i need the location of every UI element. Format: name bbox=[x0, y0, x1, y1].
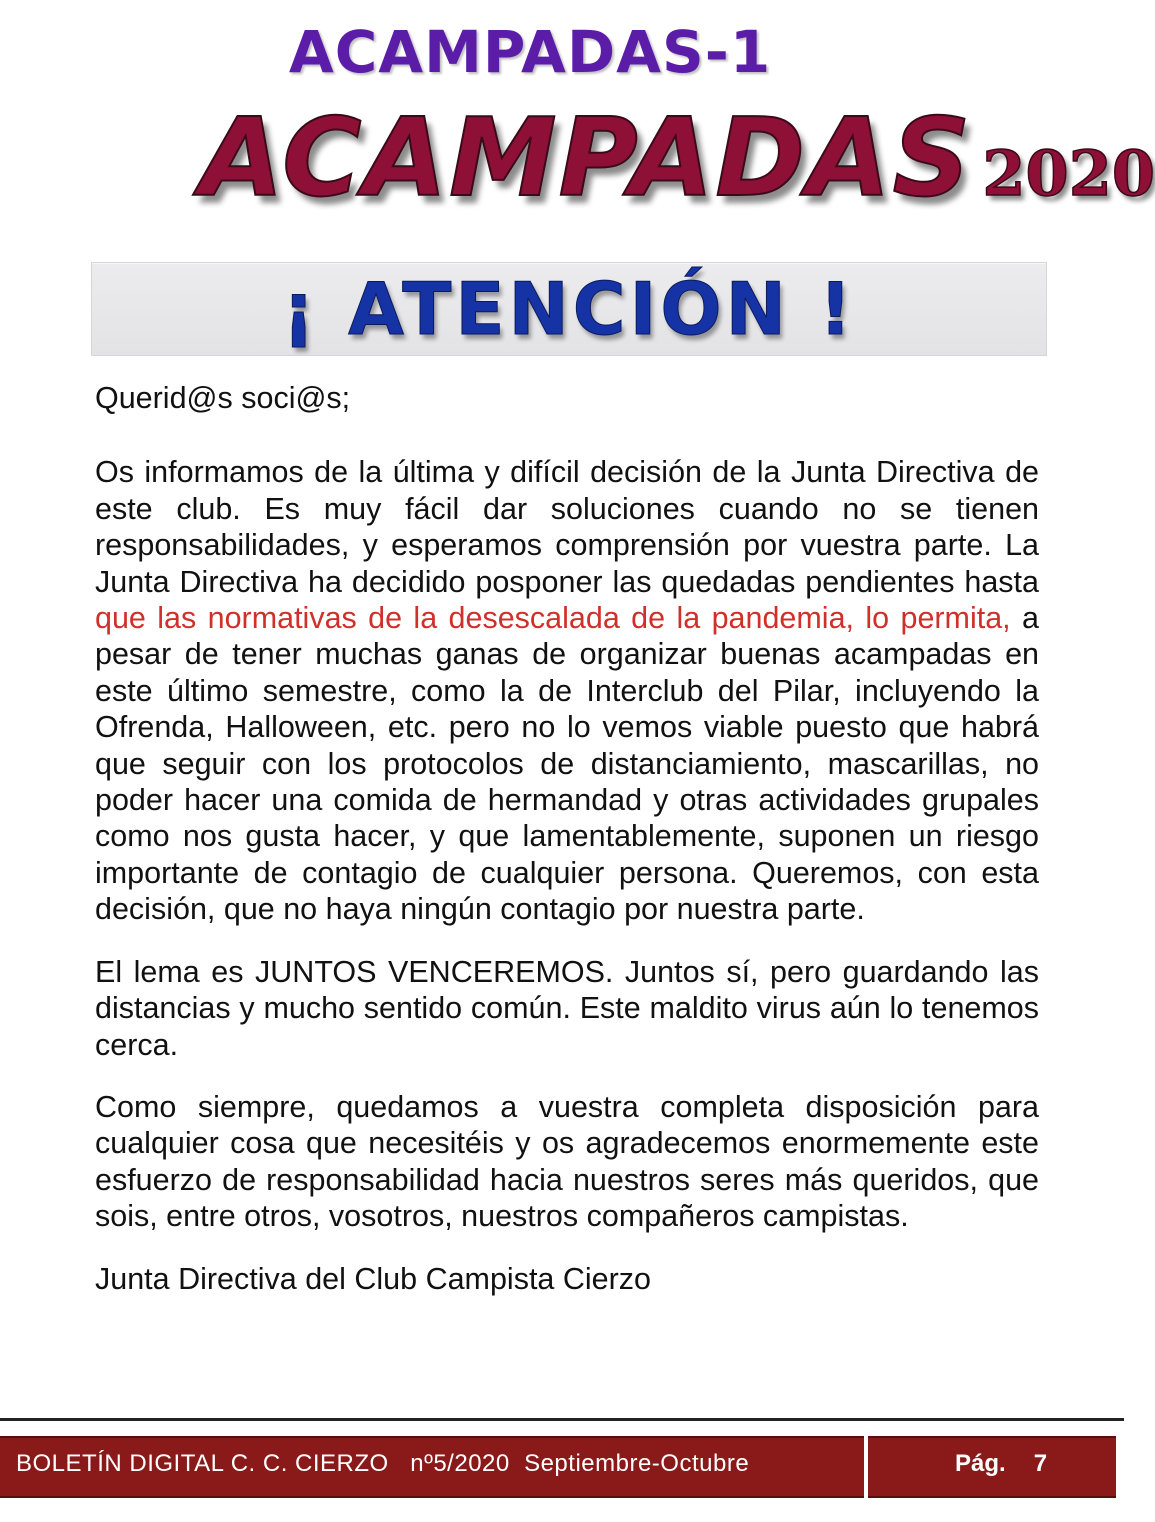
paragraph-decision bbox=[95, 454, 1039, 927]
banner-title: ACAMPADAS bbox=[200, 96, 973, 221]
paragraph-decision-start: Os informamos de la última y difícil decisión de la Junta Directiva de este club. Es muy fácil dar soluciones cuando no se tienen responsabilidades, y esperamos comprensión por vuestra parte. La Junta Directiva ha decidido posponer las quedadas pendientes hasta bbox=[95, 455, 1039, 599]
signature: Junta Directiva del Club Campista Cierzo bbox=[95, 1261, 651, 1296]
footer-divider-line bbox=[0, 1418, 1124, 1421]
paragraph-decision-end: a pesar de tener muchas ganas de organizar buenas acampadas en este último semestre, como la de Interclub del Pilar, incluyendo la Ofrenda, Halloween, etc. pero no lo vemos viable puesto que habrá que seguir con los protocolos de distanciamiento, mascarillas, no poder hacer una comida de hermandad y otras actividades grupales como nos gusta hacer, y que lamentablemente, suponen un riesgo importante de contagio de cualquier persona. Queremos, con esta decisión, que no haya ningún contagio por nuestra parte. bbox=[95, 601, 1039, 927]
paragraph-thanks: Como siempre, quedamos a vuestra completa disposición para cualquier cosa que necesitéis y os agradecemos enormemente este esfuerzo de responsabilidad hacia nuestros seres más queridos, que sois, entre otros, vosotros, nuestros compañeros campistas. bbox=[95, 1089, 1039, 1234]
banner-year: 2020 bbox=[982, 137, 1155, 210]
page-indicator bbox=[955, 1450, 1047, 1478]
page-number: 7 bbox=[1033, 1450, 1048, 1477]
publication-info: BOLETÍN DIGITAL C. C. CIERZO nº5/2020 Septiembre-Octubre bbox=[16, 1450, 750, 1477]
footer-separator bbox=[864, 1436, 868, 1498]
section-title: ACAMPADAS-1 bbox=[288, 18, 772, 86]
attention-box bbox=[91, 262, 1047, 356]
highlighted-condition: que las normativas de la desescalada de la pandemia, lo permita, bbox=[95, 601, 1011, 636]
attention-heading: ¡ ATENCIÓN ! bbox=[282, 267, 856, 351]
article-body bbox=[95, 380, 1039, 1297]
page-label: Pág. bbox=[955, 1450, 1006, 1477]
acampadas-banner bbox=[200, 96, 1155, 226]
paragraph-motto: El lema es JUNTOS VENCEREMOS. Juntos sí, pero guardando las distancias y mucho sentido común. Este maldito virus aún lo tenemos cerca. bbox=[95, 954, 1039, 1062]
greeting: Querid@s soci@s; bbox=[95, 381, 351, 415]
footer-bar bbox=[0, 1436, 1116, 1498]
